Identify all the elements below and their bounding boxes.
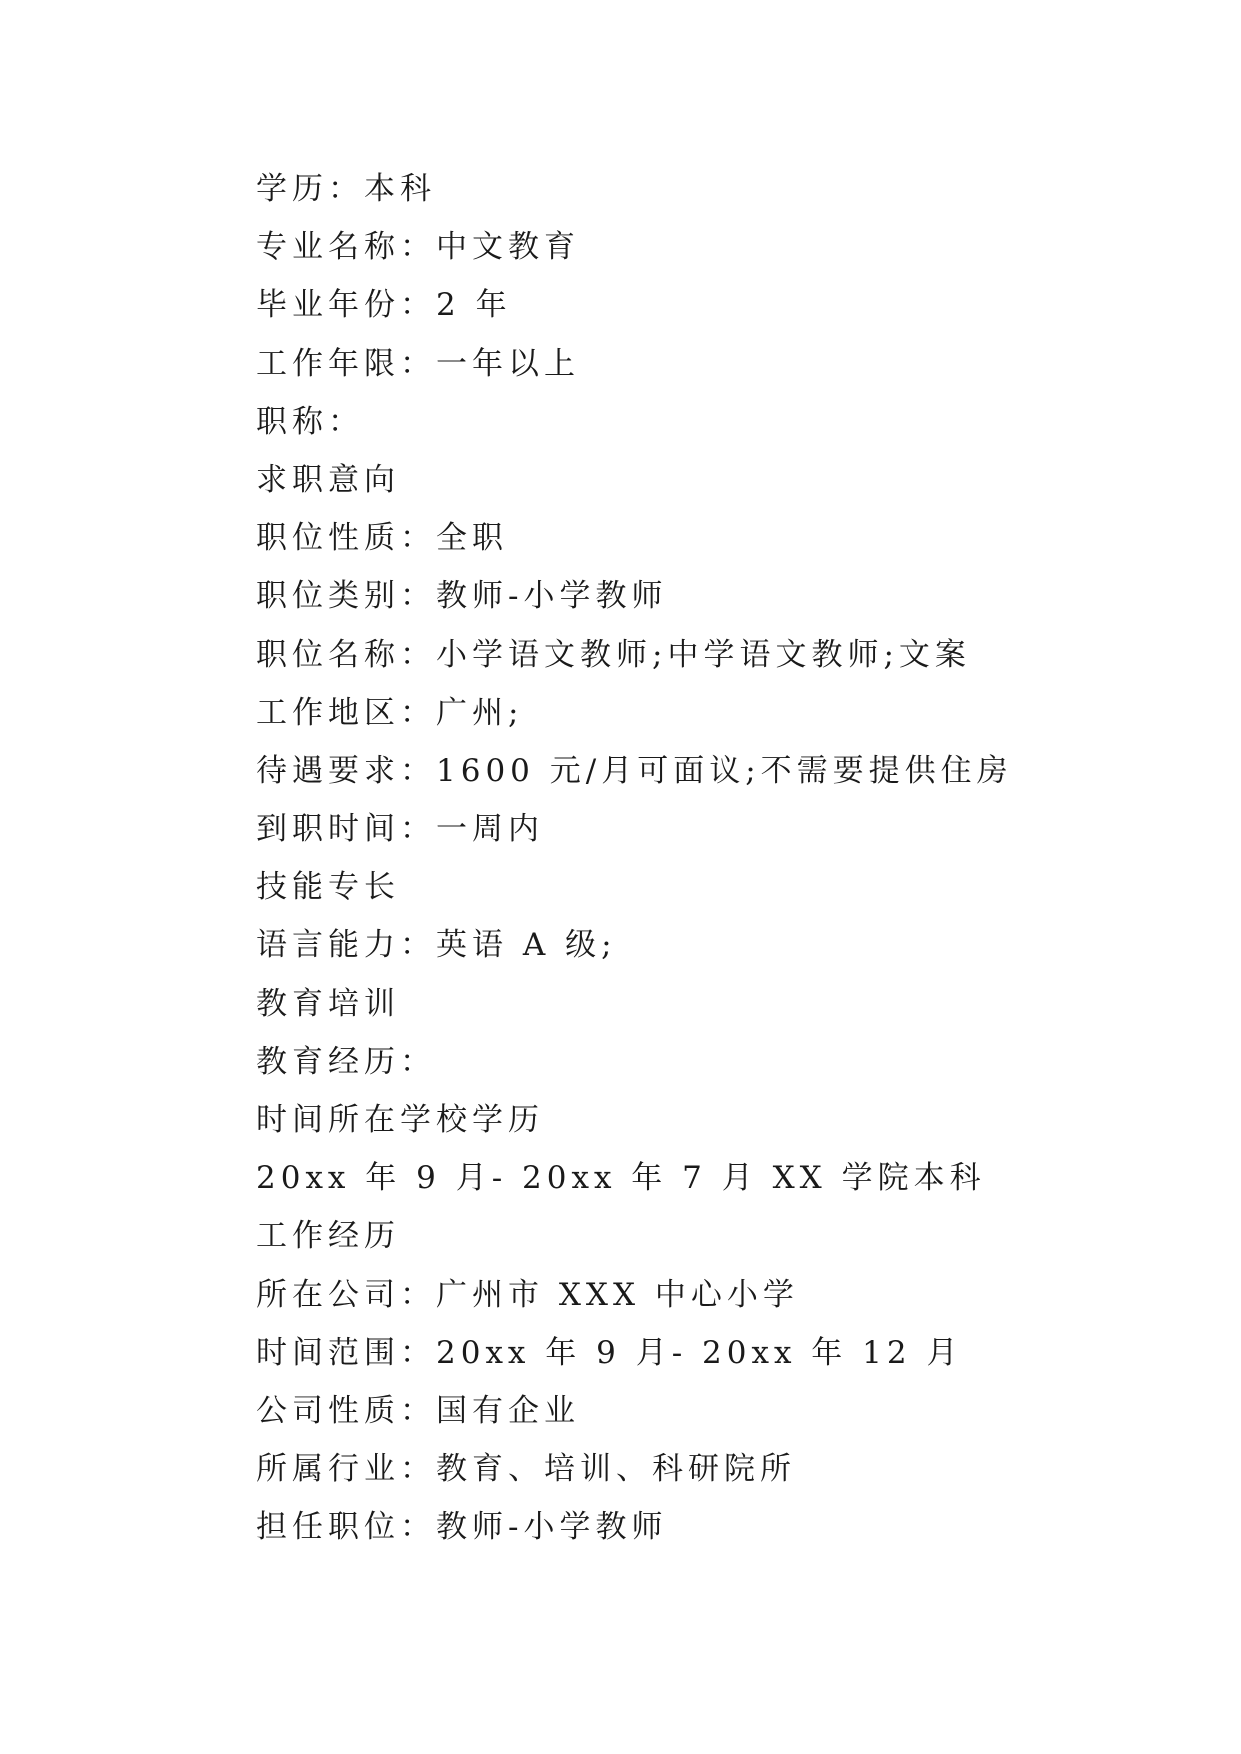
education-entry-line: 20xx 年 9 月- 20xx 年 7 月 XX 学院本科 [256, 1160, 986, 1197]
education-columns-line: 时间所在学校学历 [256, 1102, 544, 1138]
industry-line: 所属行业：教育、培训、科研院所 [256, 1451, 796, 1488]
resume-text-block [256, 160, 1013, 1557]
work-area-line: 工作地区：广州; [256, 694, 524, 731]
salary-line: 待遇要求：1600 元/月可面议;不需要提供住房 [256, 752, 1013, 789]
job-type-line: 职位性质：全职 [256, 520, 508, 557]
skills-heading: 技能专长 [256, 869, 400, 906]
company-type-line: 公司性质：国有企业 [256, 1392, 580, 1429]
job-intention-heading: 求职意向 [256, 461, 400, 498]
job-name-line: 职位名称：小学语文教师;中学语文教师;文案 [256, 636, 971, 673]
education-training-heading: 教育培训 [256, 985, 400, 1022]
position-line: 担任职位：教师-小学教师 [256, 1509, 668, 1546]
language-line: 语言能力：英语 A 级; [256, 927, 617, 964]
education-level-line: 学历：本科 [256, 171, 436, 207]
major-line: 专业名称：中文教育 [256, 229, 580, 266]
title-line: 职称： [256, 403, 364, 440]
time-range-line: 时间范围：20xx 年 9 月- 20xx 年 12 月 [256, 1334, 963, 1371]
job-category-line: 职位类别：教师-小学教师 [256, 578, 668, 615]
work-history-heading: 工作经历 [256, 1218, 400, 1255]
education-history-label: 教育经历： [256, 1043, 436, 1080]
company-line: 所在公司：广州市 XXX 中心小学 [256, 1276, 799, 1313]
work-years-line: 工作年限：一年以上 [256, 345, 580, 382]
graduation-year-line: 毕业年份：2 年 [256, 287, 512, 324]
start-time-line: 到职时间：一周内 [256, 811, 544, 848]
